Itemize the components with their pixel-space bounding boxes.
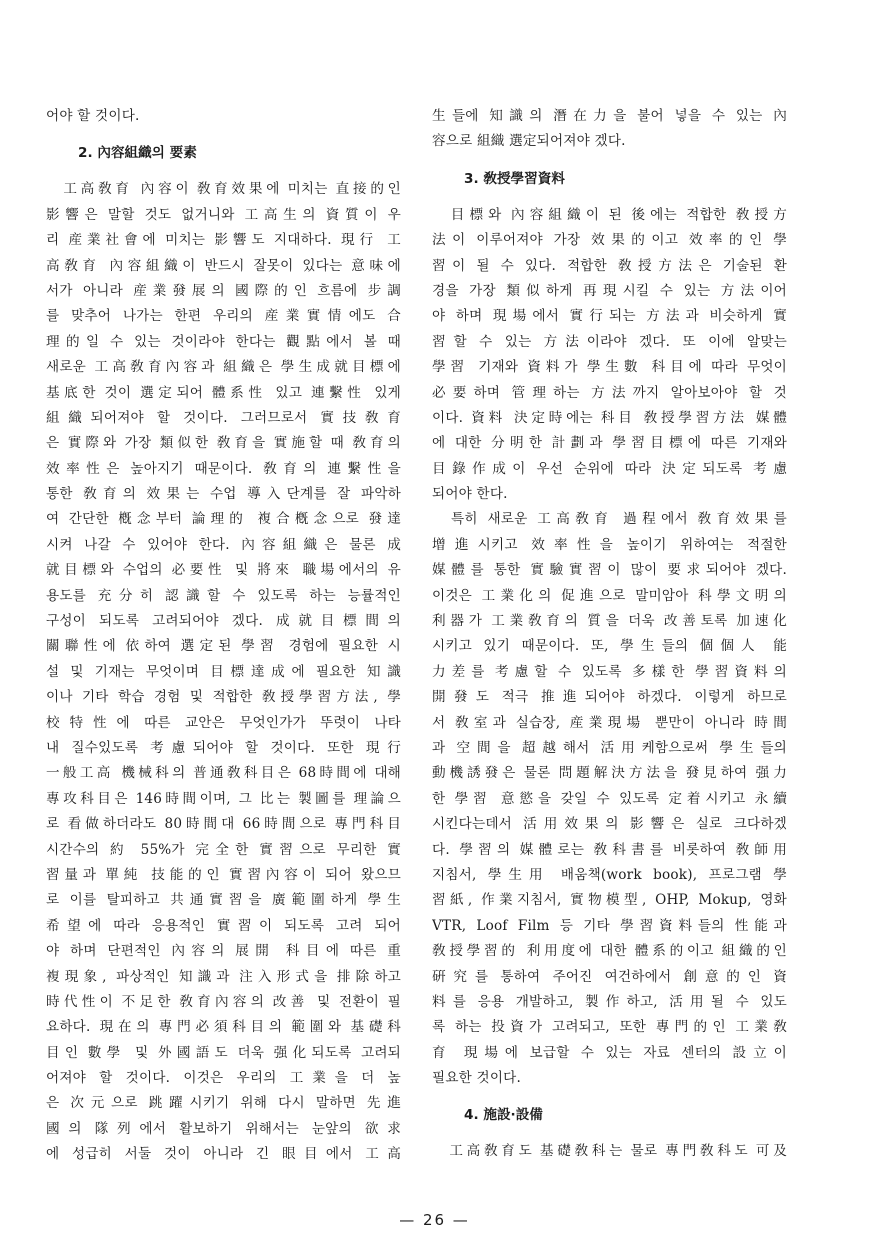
text-line: 로 이를 탈피하고 共通實習을 廣範圍하게 學生 bbox=[46, 892, 401, 909]
text-line: 요하다. 現在의 專門必須科目의 範圍와 基礎科 bbox=[46, 1019, 401, 1036]
page-number: — 26 — bbox=[399, 1211, 470, 1229]
text-line: 지침서, 學生用 배움책(work book), 프로그램 學 bbox=[432, 866, 787, 883]
text-line: 시간수의 約 55%가 完全한 實習으로 무리한 實 bbox=[46, 841, 401, 858]
text-line: 은 實際와 가장 類似한 敎育을 實施할 때 敎育의 bbox=[46, 435, 401, 452]
text-line: 基底한 것이 選定되어 體系性 있고 連繫性 있게 bbox=[46, 384, 401, 401]
text-line: 시켜 나갈 수 있어야 한다. 內容組織은 물론 成 bbox=[46, 536, 401, 553]
text-line: 工高敎育도 基礎敎科는 물로 專門敎科도 可及 bbox=[432, 1143, 787, 1160]
right-text-column bbox=[432, 104, 787, 1165]
text-line: 과 空間을 超越해서 活用케함으로써 學生들의 bbox=[432, 739, 787, 756]
text-line: 目錄作成이 우선 순위에 따라 決定되도록 考慮 bbox=[432, 460, 787, 477]
section-heading: 4. 施設·設備 bbox=[464, 1107, 543, 1124]
text-line: 組織되어져야 할 것이다. 그러므로서 實技敎育 bbox=[46, 409, 401, 426]
text-line: 시키고 있기 때문이다. 또, 學生들의 個個人 能 bbox=[432, 638, 787, 655]
text-line: 育 現場에 보급할 수 있는 자료 센터의 設立이 bbox=[432, 1044, 787, 1061]
text-line: 媒體를 통한 實驗實習이 많이 要求되어야 겠다. bbox=[432, 562, 787, 579]
text-line: 習이 될 수 있다. 적합한 敎授方法은 기술된 환 bbox=[432, 257, 787, 274]
text-line: 은 次元으로 跳躍시키기 위해 다시 말하면 先進 bbox=[46, 1095, 401, 1112]
text-line: 目인 數學 및 外國語도 더욱 强化되도록 고려되 bbox=[46, 1044, 401, 1061]
text-line: 에 성급히 서둘 것이 아니라 긴 眼目에서 工高 bbox=[46, 1146, 401, 1163]
text-line: 이것은 工業化의 促進으로 말미암아 科學文明의 bbox=[432, 587, 787, 604]
text-line: 高敎育 內容組織이 반드시 잘못이 있다는 意味에 bbox=[46, 257, 401, 274]
text-line: 구성이 되도록 고려되어야 겠다. 成就目標間의 bbox=[46, 613, 401, 630]
text-line: 특히 새로운 工高敎育 過程에서 敎育效果를 bbox=[432, 511, 787, 528]
text-line: 料를 응용 개발하고, 製作하고, 活用될 수 있도 bbox=[432, 993, 787, 1010]
left-text-column bbox=[46, 104, 401, 1168]
text-line: 目標와 內容組織이 된 後에는 적합한 敎授方 bbox=[432, 206, 787, 223]
text-line: 工高敎育 內容이 敎育效果에 미치는 直接的인 bbox=[46, 181, 401, 198]
text-line: 習紙, 作業지침서, 實物模型, OHP, Mokup, 영화 bbox=[432, 892, 787, 909]
text-line: 필요한 것이다. bbox=[432, 1070, 522, 1087]
text-line: 硏究를 통하여 주어진 여건하에서 創意的인 資 bbox=[432, 968, 787, 985]
text-line: 影響은 말할 것도 없거니와 工高生의 資質이 우 bbox=[46, 206, 401, 223]
text-line: 여 간단한 槪念부터 論理的 複合槪念으로 發達 bbox=[46, 511, 401, 528]
text-line: 專攻科目은 146時間이며, 그 比는 製圖를 理論으 bbox=[46, 790, 401, 807]
text-line: 야 하며 단편적인 內容의 展開 科目에 따른 重 bbox=[46, 943, 401, 960]
text-line: 서가 아니라 産業發展의 國際的인 흐름에 步調 bbox=[46, 282, 401, 299]
section-heading: 3. 敎授學習資料 bbox=[464, 170, 565, 187]
text-line: 利器가 工業敎育의 質을 더욱 改善토록 加速化 bbox=[432, 613, 787, 630]
text-line: 習할 수 있는 方法이라야 겠다. 또 이에 알맞는 bbox=[432, 333, 787, 350]
text-line: 力差를 考慮할 수 있도록 多樣한 學習資料의 bbox=[432, 663, 787, 680]
text-line: 必要하며 管理하는 方法까지 알아보아야 할 것 bbox=[432, 384, 787, 401]
text-line: 就目標와 수업의 必要性 및 將來 職場에서의 유 bbox=[46, 562, 401, 579]
text-line: 關聯性에 依하여 選定된 學習 경험에 필요한 시 bbox=[46, 638, 401, 655]
text-line: 서 敎室과 실습장, 産業現場 뿐만이 아니라 時間 bbox=[432, 714, 787, 731]
text-line: 되어야 한다. bbox=[432, 486, 508, 503]
text-line: 로 看做하더라도 80時間대 66時間으로 專門科目 bbox=[46, 816, 401, 833]
text-line: 용도를 充分히 認識할 수 있도록 하는 능률적인 bbox=[46, 587, 401, 604]
text-line: 야 하며 現場에서 實行되는 方法과 비슷하게 實 bbox=[432, 308, 787, 325]
text-line: 경을 가장 類似하게 再現시킬 수 있는 方法이어 bbox=[432, 282, 787, 299]
text-line: 時代性이 不足한 敎育內容의 改善 및 전환이 필 bbox=[46, 993, 401, 1010]
text-line: 理的일 수 있는 것이라야 한다는 觀點에서 볼 때 bbox=[46, 333, 401, 350]
text-line: 설 및 기재는 무엇이며 目標達成에 필요한 知識 bbox=[46, 663, 401, 680]
text-line: 容으로 組織 選定되어져야 겠다. bbox=[432, 133, 626, 150]
text-line: 敎授學習的 利用度에 대한 體系的이고 組織的인 bbox=[432, 943, 787, 960]
text-line: 校特性에 따른 교안은 무엇인가가 뚜렷이 나타 bbox=[46, 714, 401, 731]
text-line: VTR, Loof Film 등 기타 學習資料들의 性能과 bbox=[432, 917, 787, 934]
text-line: 習量과 單純 技能的인 實習內容이 되어 왔으므 bbox=[46, 866, 401, 883]
text-line: 통한 敎育의 效果는 수업 導入단계를 잘 파악하 bbox=[46, 486, 401, 503]
text-line: 增進시키고 效率性을 높이기 위하여는 적절한 bbox=[432, 536, 787, 553]
text-line: 다. 學習의 媒體로는 敎科書를 비롯하여 敎師用 bbox=[432, 841, 787, 858]
section-heading: 2. 內容組織의 要素 bbox=[78, 145, 197, 162]
text-line: 生들에 知識의 潛在力을 불어 넣을 수 있는 內 bbox=[432, 108, 787, 124]
text-line: 이나 기타 학습 경험 및 적합한 敎授學習方法, 學 bbox=[46, 689, 401, 706]
text-line: 希望에 따라 응용적인 實習이 되도록 고려 되어 bbox=[46, 917, 401, 934]
text-line: 法이 이루어져야 가장 效果的이고 效率的인 學 bbox=[432, 232, 787, 249]
text-line: 動機誘發은 물론 問題解決方法을 發見하여 强力 bbox=[432, 765, 787, 782]
text-line: 어져야 할 것이다. 이것은 우리의 工業을 더 높 bbox=[46, 1070, 401, 1087]
text-line: 새로운 工高敎育內容과 組織은 學生成就目標에 bbox=[46, 359, 401, 376]
text-line: 複現象, 파상적인 知識과 注入形式을 排除하고 bbox=[46, 968, 401, 985]
text-line: 리 産業社會에 미치는 影響도 지대하다. 現行 工 bbox=[46, 232, 401, 249]
text-line: 學習 기재와 資料가 學生數 科目에 따라 무엇이 bbox=[432, 359, 787, 376]
text-line: 를 맞추어 나가는 한편 우리의 産業實情에도 合 bbox=[46, 308, 401, 325]
text-line: 어야 할 것이다. bbox=[46, 108, 140, 124]
text-line: 效率性은 높아지기 때문이다. 敎育의 連繫性을 bbox=[46, 460, 401, 477]
text-line: 시킨다는데서 活用效果의 影響은 실로 크다하겠 bbox=[432, 816, 787, 833]
text-line: 國의 隊列에서 활보하기 위해서는 눈앞의 欲求 bbox=[46, 1120, 401, 1137]
text-line: 開發도 적극 推進되어야 하겠다. 이렇게 하므로 bbox=[432, 689, 787, 706]
text-line: 一般工高 機械科의 普通敎科目은 68時間에 대해 bbox=[46, 765, 401, 782]
text-line: 록 하는 投資가 고려되고, 또한 專門的인 工業敎 bbox=[432, 1019, 787, 1036]
text-line: 내 질수있도록 考慮되어야 할 것이다. 또한 現行 bbox=[46, 739, 401, 756]
text-line: 이다. 資料 決定時에는 科目 敎授學習方法 媒體 bbox=[432, 409, 787, 426]
text-line: 한 學習 意慾을 갖일 수 있도록 定着시키고 永續 bbox=[432, 790, 787, 807]
text-line: 에 대한 分明한 計劃과 學習目標에 따른 기재와 bbox=[432, 435, 787, 452]
